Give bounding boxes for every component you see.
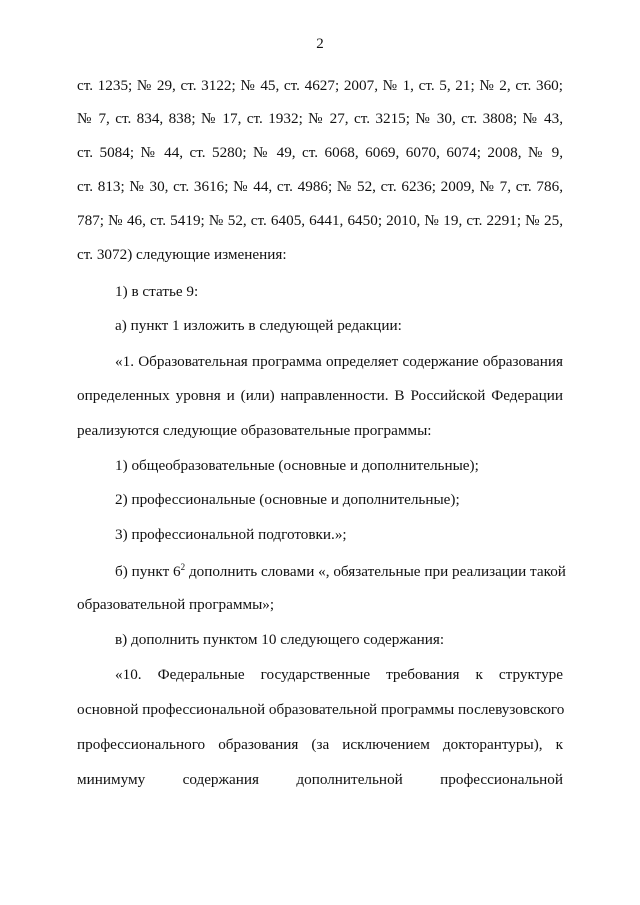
sub-item: в) дополнить пунктом 10 следующего содержания: xyxy=(115,631,445,648)
text-fragment: б) пункт 6 xyxy=(115,563,181,580)
page-number: 2 xyxy=(316,36,324,52)
list-item: 1) общеобразовательные (основные и дополнительные); xyxy=(115,457,479,474)
text-line: образовательной программы»; xyxy=(77,596,275,613)
text-line: ст. 3072) следующие изменения: xyxy=(77,246,287,263)
text-line: № 7, ст. 834, 838; № 17, ст. 1932; № 27, ст. 3215; № 30, ст. 3808; № 43, xyxy=(77,110,563,127)
sub-item: а) пункт 1 изложить в следующей редакции: xyxy=(115,317,402,334)
list-item-heading: 1) в статье 9: xyxy=(115,283,199,300)
quoted-paragraph-start: «1. Образовательная программа определяет содержание образования xyxy=(115,353,563,370)
sub-item xyxy=(115,561,566,582)
quoted-paragraph-start: «10. Федеральные государственные требования к структуре xyxy=(115,666,563,683)
text-line: реализуются следующие образовательные программы: xyxy=(77,422,432,439)
text-line: ст. 813; № 30, ст. 3616; № 44, ст. 4986; № 52, ст. 6236; 2009, № 7, ст. 786, xyxy=(77,178,563,195)
text-line: 787; № 46, ст. 5419; № 52, ст. 6405, 6441, 6450; 2010, № 19, ст. 2291; № 25, xyxy=(77,212,563,229)
list-item: 2) профессиональные (основные и дополнительные); xyxy=(115,491,460,508)
list-item: 3) профессиональной подготовки.»; xyxy=(115,526,347,543)
text-line: основной профессиональной образовательной программы послевузовского xyxy=(77,701,565,718)
text-line: определенных уровня и (или) направленности. В Российской Федерации xyxy=(77,387,563,404)
text-line: ст. 1235; № 29, ст. 3122; № 45, ст. 4627; 2007, № 1, ст. 5, 21; № 2, ст. 360; xyxy=(77,77,563,94)
text-line: ст. 5084; № 44, ст. 5280; № 49, ст. 6068, 6069, 6070, 6074; 2008, № 9, xyxy=(77,144,563,161)
text-line: минимуму содержания дополнительной профессиональной xyxy=(77,771,563,788)
text-line: профессионального образования (за исключением докторантуры), к xyxy=(77,736,563,753)
superscript: 2 xyxy=(180,561,186,572)
text-fragment: дополнить словами «, обязательные при реализации такой xyxy=(185,563,566,580)
